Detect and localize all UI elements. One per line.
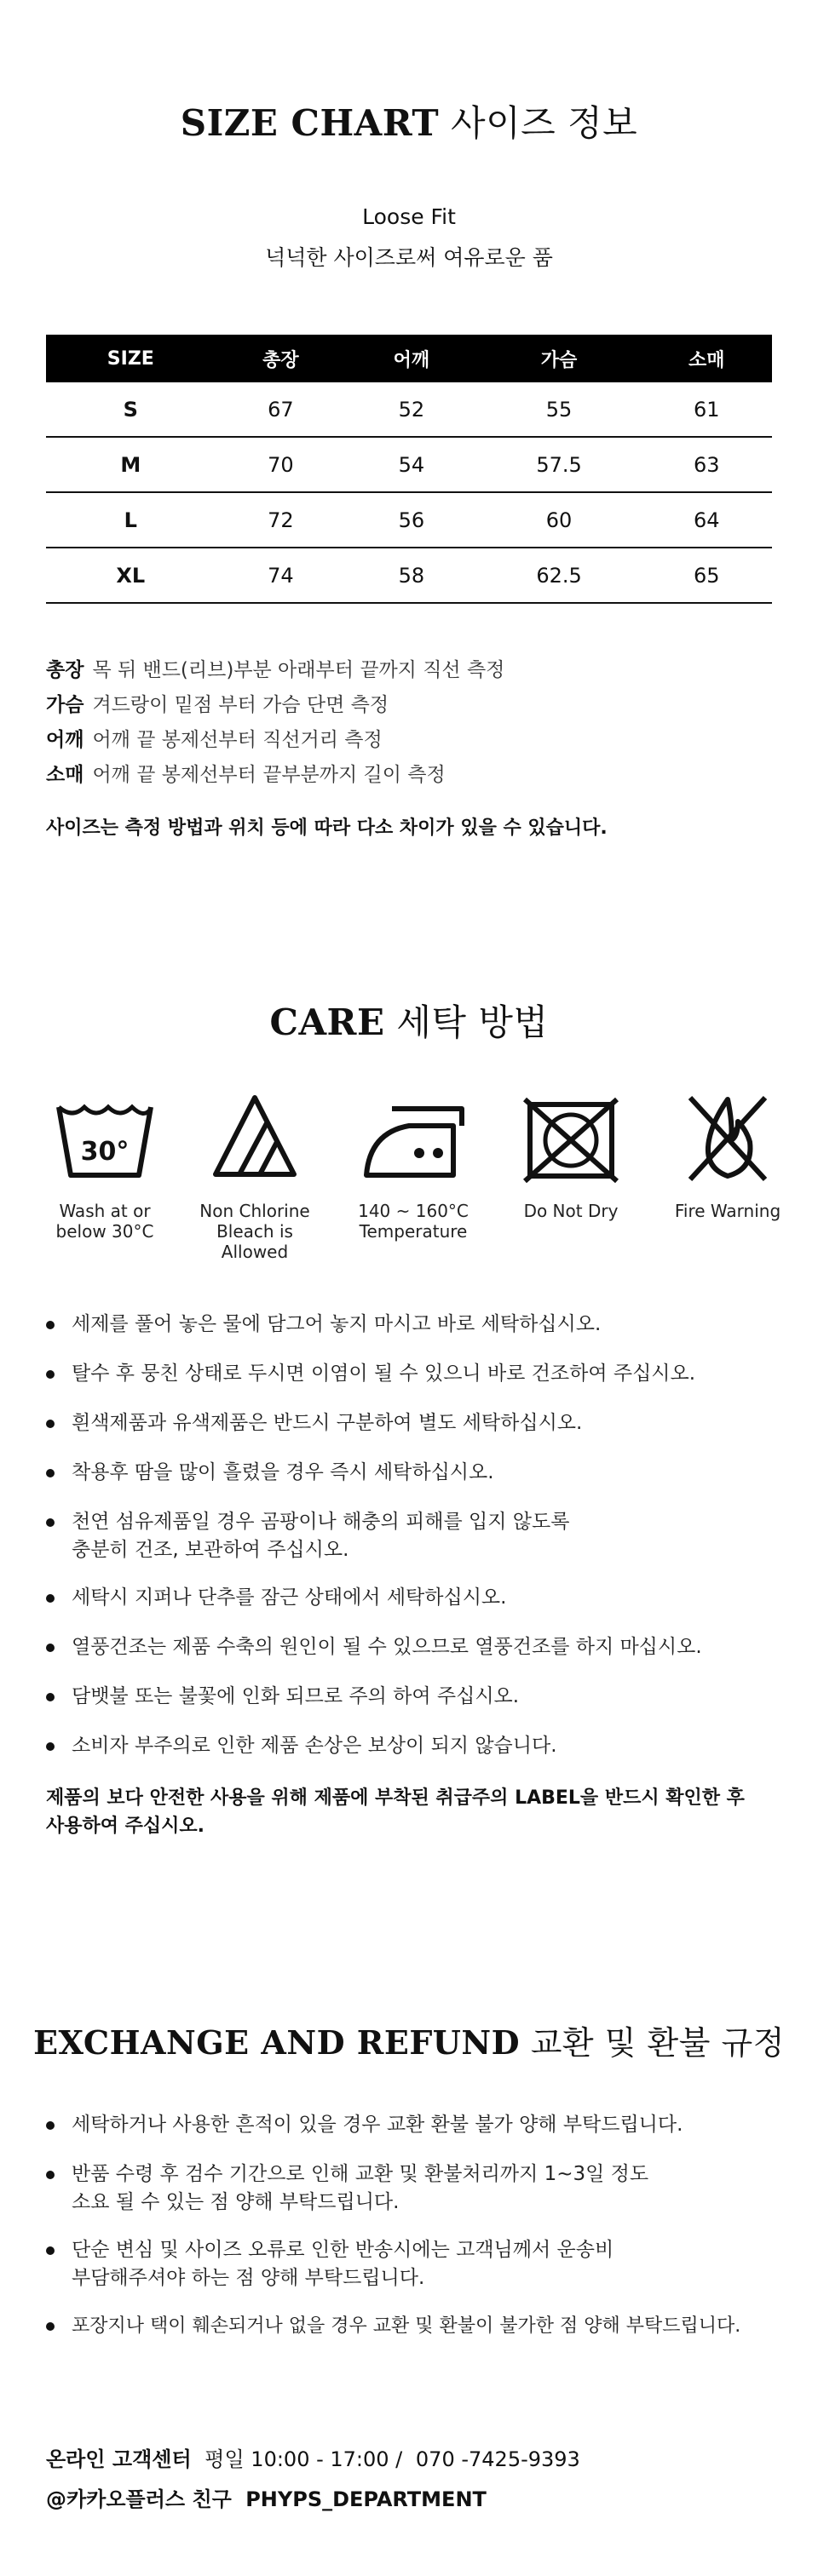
value-cell: 57.5 <box>477 437 642 492</box>
care-label-bleach: Non Chlorine Bleach is Allowed <box>199 1201 310 1262</box>
table-row <box>46 548 772 603</box>
customer-center-line <box>46 2442 580 2472</box>
list-item-text: 천연 섬유제품일 경우 곰팡이나 해충의 피해를 입지 않도록 충분히 건조, 보관하여 주십시오. <box>72 1511 570 1561</box>
care-label-fire: Fire Warning <box>674 1201 781 1221</box>
care-title-en: CARE <box>269 1001 385 1043</box>
exchange-title-ko: 교환 및 환불 규정 <box>530 2024 785 2062</box>
value-cell: 72 <box>216 492 346 548</box>
fit-description: 넉넉한 사이즈로써 여유로운 품 <box>265 245 553 270</box>
bullet-icon <box>46 1742 55 1751</box>
measure-term: 어깨 <box>46 729 84 751</box>
wash-30-icon <box>54 1099 156 1184</box>
header-cell: 어깨 <box>346 335 476 382</box>
list-item <box>46 2312 796 2340</box>
list-item <box>46 1459 796 1487</box>
table-row <box>46 492 772 548</box>
value-cell: 65 <box>641 548 772 603</box>
table-row <box>46 437 772 492</box>
list-item-text: 흰색제품과 유색제품은 반드시 구분하여 별도 세탁하십시오. <box>72 1412 583 1434</box>
list-item-text: 탈수 후 뭉친 상태로 두시면 이염이 될 수 있으니 바로 건조하여 주십시오. <box>72 1363 696 1385</box>
list-item-text: 포장지나 택이 훼손되거나 없을 경우 교환 및 환불이 불가한 점 양해 부탁드립니다. <box>72 2315 741 2337</box>
care-label-dry: Do Not Dry <box>523 1201 619 1221</box>
size-table <box>46 335 772 604</box>
measure-term: 가슴 <box>46 694 84 716</box>
list-item <box>46 1360 796 1388</box>
value-cell: 52 <box>346 382 476 437</box>
bullet-icon <box>46 2246 55 2255</box>
bullet-icon <box>46 2322 55 2331</box>
iron-icon <box>358 1099 469 1184</box>
wash-temp-label: 30° <box>80 1137 130 1167</box>
value-cell: 63 <box>641 437 772 492</box>
list-item-text: 착용후 땀을 많이 흘렸을 경우 즉시 세탁하십시오. <box>72 1461 494 1483</box>
list-item <box>46 2160 796 2217</box>
measure-item <box>46 689 389 717</box>
list-item <box>46 2111 796 2139</box>
size-table-header <box>46 335 772 382</box>
cs-label: 온라인 고객센터 <box>46 2447 192 2471</box>
fire-warning-icon <box>683 1093 772 1185</box>
value-cell: 56 <box>346 492 476 548</box>
care-title <box>0 995 818 1046</box>
measure-item <box>46 654 504 682</box>
list-item <box>46 1584 796 1612</box>
list-item <box>46 1409 796 1437</box>
value-cell: 55 <box>477 382 642 437</box>
exchange-title <box>0 2017 818 2063</box>
header-cell: SIZE <box>46 335 216 382</box>
list-item <box>46 1508 796 1564</box>
kakao-label: @카카오플러스 친구 <box>46 2487 232 2511</box>
care-note: 제품의 보다 안전한 사용을 위해 제품에 부착된 취급주의 LABEL을 반드시 확인한 후 사용하여 주십시오. <box>46 1787 745 1837</box>
size-chart-title-en: SIZE CHART <box>180 102 440 144</box>
measure-desc: 겨드랑이 밑점 부터 가슴 단면 측정 <box>92 694 389 716</box>
list-item-text: 담뱃불 또는 불꽃에 인화 되므로 주의 하여 주십시오. <box>72 1685 520 1707</box>
list-item <box>46 1683 796 1711</box>
list-item-text: 소비자 부주의로 인한 제품 손상은 보상이 되지 않습니다. <box>72 1735 557 1757</box>
measure-term: 총장 <box>46 659 84 681</box>
bullet-icon <box>46 1321 55 1329</box>
exchange-title-en: EXCHANGE AND REFUND <box>33 2023 521 2062</box>
measure-desc: 어깨 끝 봉제선부터 끝부분까지 길이 측정 <box>92 764 446 786</box>
header-cell: 총장 <box>216 335 346 382</box>
list-item-text: 열풍건조는 제품 수축의 원인이 될 수 있으므로 열풍건조를 하지 마십시오. <box>72 1636 702 1658</box>
care-label-iron: 140 ~ 160°C Temperature <box>358 1201 469 1242</box>
care-title-ko: 세탁 방법 <box>396 1001 549 1043</box>
measure-item <box>46 724 383 752</box>
measure-desc: 목 뒤 밴드(리브)부분 아래부터 끝까지 직선 측정 <box>92 659 505 681</box>
size-cell: S <box>46 382 216 437</box>
value-cell: 60 <box>477 492 642 548</box>
list-item-text: 반품 수령 후 검수 기간으로 인해 교환 및 환불처리까지 1~3일 정도 소요 될 수 있는 점 양해 부탁드립니다. <box>72 2163 649 2213</box>
table-row <box>46 382 772 437</box>
non-chlorine-bleach-icon <box>210 1093 299 1181</box>
list-item <box>46 1732 796 1760</box>
measure-term: 소매 <box>46 764 84 786</box>
header-cell: 소매 <box>641 335 772 382</box>
value-cell: 58 <box>346 548 476 603</box>
value-cell: 61 <box>641 382 772 437</box>
bullet-icon <box>46 2171 55 2179</box>
bullet-icon <box>46 1469 55 1477</box>
measure-desc: 어깨 끝 봉제선부터 직선거리 측정 <box>92 729 383 751</box>
list-item-text: 세탁하거나 사용한 흔적이 있을 경우 교환 환불 불가 양해 부탁드립니다. <box>72 2114 683 2136</box>
cs-phone: 070 -7425-9393 <box>415 2447 580 2471</box>
do-not-dry-icon <box>521 1096 620 1185</box>
bullet-icon <box>46 1420 55 1428</box>
bullet-icon <box>46 1370 55 1379</box>
fit-label: Loose Fit <box>362 204 456 229</box>
value-cell: 64 <box>641 492 772 548</box>
list-item <box>46 1311 796 1339</box>
value-cell: 74 <box>216 548 346 603</box>
bullet-icon <box>46 1594 55 1603</box>
list-item <box>46 2236 796 2292</box>
value-cell: 70 <box>216 437 346 492</box>
kakao-id: PHYPS_DEPARTMENT <box>245 2487 487 2511</box>
bullet-icon <box>46 2121 55 2130</box>
size-cell: L <box>46 492 216 548</box>
size-note: 사이즈는 측정 방법과 위치 등에 따라 다소 차이가 있을 수 있습니다. <box>46 818 608 839</box>
bullet-icon <box>46 1644 55 1652</box>
value-cell: 67 <box>216 382 346 437</box>
list-item-text: 세탁시 지퍼나 단추를 잠근 상태에서 세탁하십시오. <box>72 1586 507 1609</box>
bullet-icon <box>46 1518 55 1527</box>
list-item-text: 세제를 풀어 놓은 물에 담그어 놓지 마시고 바로 세탁하십시오. <box>72 1313 602 1335</box>
size-cell: XL <box>46 548 216 603</box>
size-chart-title <box>0 95 818 146</box>
value-cell: 62.5 <box>477 548 642 603</box>
list-item-text: 단순 변심 및 사이즈 오류로 인한 반송시에는 고객님께서 운송비 부담해주셔야 하는 점 양해 부탁드립니다. <box>72 2239 614 2289</box>
care-label-wash: Wash at or below 30°C <box>55 1201 154 1242</box>
value-cell: 54 <box>346 437 476 492</box>
size-chart-title-ko: 사이즈 정보 <box>451 102 638 144</box>
cs-hours: 평일 10:00 - 17:00 / <box>204 2447 403 2471</box>
list-item <box>46 1633 796 1661</box>
measure-item <box>46 759 446 787</box>
header-cell: 가슴 <box>477 335 642 382</box>
bullet-icon <box>46 1693 55 1701</box>
kakao-line <box>46 2482 487 2512</box>
size-cell: M <box>46 437 216 492</box>
